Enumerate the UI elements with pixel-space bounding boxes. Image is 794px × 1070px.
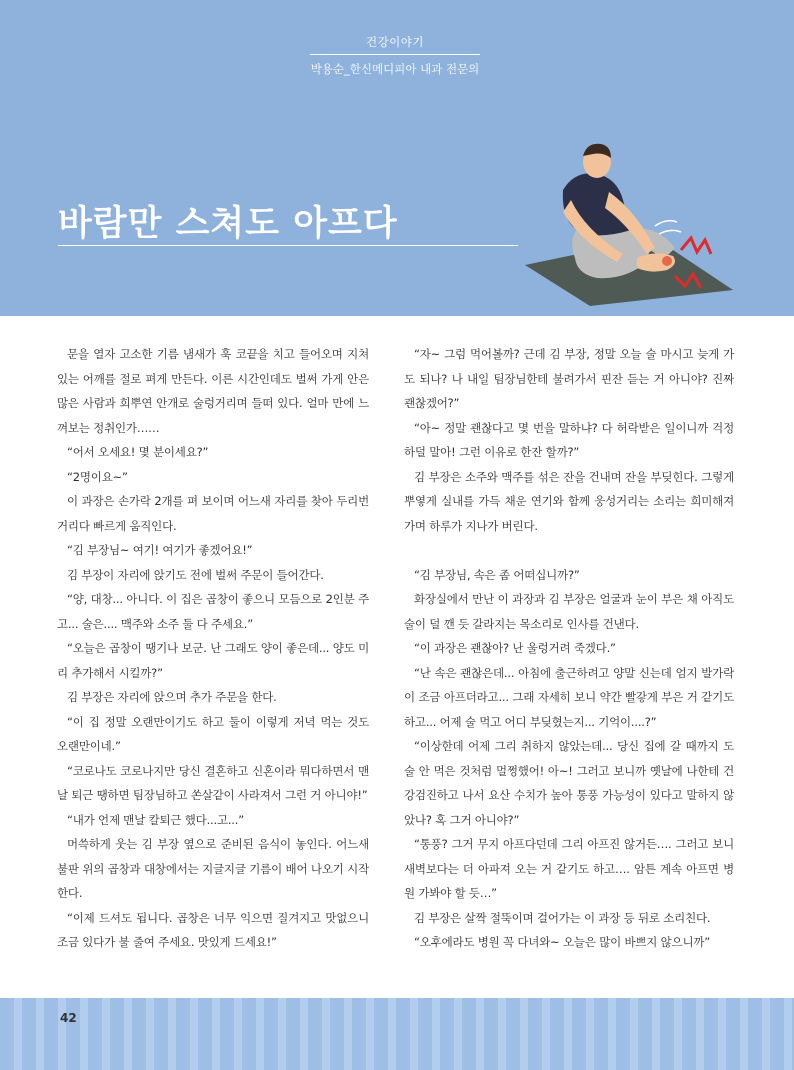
article-column-right <box>404 342 734 955</box>
paragraph: “자~ 그럼 먹어볼까? 근데 김 부장, 정말 오늘 술 마시고 늦게 가도 되나? 나 내일 팀장님한테 불려가서 핀잔 듣는 거 아니야? 진짜 괜찮겠어?” <box>404 347 734 410</box>
paragraph: 김 부장은 살짝 절뚝이며 걸어가는 이 과장 등 뒤로 소리친다. <box>414 910 711 925</box>
paragraph: “양, 대창... 아니다. 이 집은 곱창이 좋으니 모듬으로 2인분 주고... 술은.... 맥주와 소주 둘 다 주세요.” <box>57 592 369 631</box>
motion-line <box>659 230 681 234</box>
paragraph: “2명이요~” <box>67 469 128 484</box>
paragraph: “통풍? 그거 무지 아프다던데 그리 아프진 않거든…. 그러고 보니 새벽보다는 더 아파져 오는 거 같기도 하고…. 암튼 계속 아프면 병원 가봐야 할 듯…” <box>404 837 734 900</box>
paragraph: 김 부장이 자리에 앉기도 전에 벌써 주문이 들어간다. <box>67 567 324 582</box>
section-label: 건강이야기 <box>365 35 425 49</box>
man-holding-painful-foot-illustration <box>505 130 735 310</box>
title-divider <box>58 245 518 246</box>
paragraph: “난 속은 괜찮은데... 아침에 출근하려고 양말 신는데 엄지 발가락이 조금 아프더라고... 그래 자세히 보니 약간 빨갛게 부은 거 같기도 하고... 어제 술 먹고 어디 부딪혔는지... 기억이....?” <box>404 665 734 729</box>
paragraph: “어서 오세요! 몇 분이세요?” <box>67 445 209 459</box>
paragraph: “내가 언제 맨날 칼퇴근 했다...고...” <box>67 812 244 827</box>
paragraph: “오늘은 곱창이 땡기나 보군. 난 그래도 양이 좋은데... 양도 미리 추가해서 시킬까?” <box>57 641 369 680</box>
paragraph: 김 부장은 자리에 앉으며 추가 주문을 한다. <box>67 690 277 704</box>
article-title: 바람만 스쳐도 아프다 <box>58 204 398 244</box>
paragraph: “이 과장은 괜찮아? 난 울렁거려 죽겠다.” <box>414 641 616 655</box>
paragraph: 문을 열자 고소한 기름 냄새가 훅 코끝을 치고 들어오며 지쳐 있는 어깨를 절로 펴게 만든다. 이른 시간인데도 벌써 가게 안은 많은 사람과 희뿌연 안개로 술렁거리며 들떠 있다. 얼마 만에 느껴보는 정취인가…… <box>57 347 369 435</box>
page-number: 42 <box>60 1011 77 1025</box>
article-column-left <box>57 342 369 955</box>
paragraph-gap <box>404 538 734 563</box>
paragraph: 화장실에서 만난 이 과장과 김 부장은 얼굴과 눈이 부은 채 아직도 술이 덜 깬 듯 갈라지는 목소리로 인사를 건낸다. <box>404 592 734 631</box>
paragraph: 이 과장은 손가락 2개를 펴 보이며 어느새 자리를 찾아 두리번거리다 빠르게 움직인다. <box>57 494 369 533</box>
motion-line <box>655 221 677 226</box>
paragraph: “김 부장님~ 여기! 여기가 좋겠어요!” <box>67 543 253 557</box>
header-divider <box>310 54 480 55</box>
pain-mark <box>681 238 711 254</box>
header-banner <box>0 0 794 316</box>
author-byline: 박용순_한신메디피아 내과 전문의 <box>310 62 480 76</box>
paragraph: “코로나도 코로나지만 당신 결혼하고 신혼이라 뭐다하면서 맨날 퇴근 땡하면 팀장님하고 쏜살같이 사라져서 그런 거 아니야!” <box>57 763 369 802</box>
paragraph: 김 부장은 소주와 맥주를 섞은 잔을 건내며 잔을 부딪힌다. 그렇게 뿌옇게 실내를 가득 채운 연기와 함께 웅성거리는 소리는 희미해져 가며 하루가 지나가 버린다. <box>404 469 734 533</box>
paragraph: “이 집 정말 오랜만이기도 하고 둘이 이렇게 저녁 먹는 것도 오랜만이네.” <box>57 714 369 753</box>
sore-toe <box>662 256 672 266</box>
paragraph: “아~ 정말 괜찮다고 몇 번을 말하냐? 다 허락받은 일이니까 걱정 하덜 말아! 그런 이유로 한잔 할까?” <box>404 420 734 459</box>
footer-band <box>0 998 794 1070</box>
paragraph: “이제 드셔도 됩니다. 곱창은 너무 익으면 질겨지고 맛없으니 조금 있다가 불 줄여 주세요. 맛있게 드세요!” <box>57 910 369 949</box>
paragraph: “이상한데 어제 그리 취하지 않았는데... 당신 집에 갈 때까지 도 술 안 먹은 것처럼 멀쩡했어! 아~! 그러고 보니까 옛날에 나한테 건강검진하고 나서 요산 수치가 높아 통풍 가능성이 있다고 말하지 않았나? 혹 그거 아니야?” <box>404 739 734 827</box>
paragraph: “김 부장님, 속은 좀 어떠십니까?” <box>414 567 580 582</box>
paragraph: 머쓱하게 웃는 김 부장 옆으로 준비된 음식이 놓인다. 어느새 불판 위의 곱창과 대창에서는 지글지글 기름이 배어 나오기 시작한다. <box>57 837 369 900</box>
paragraph: “오후에라도 병원 꼭 다녀와~ 오늘은 많이 바쁘지 않으니까” <box>414 935 711 949</box>
